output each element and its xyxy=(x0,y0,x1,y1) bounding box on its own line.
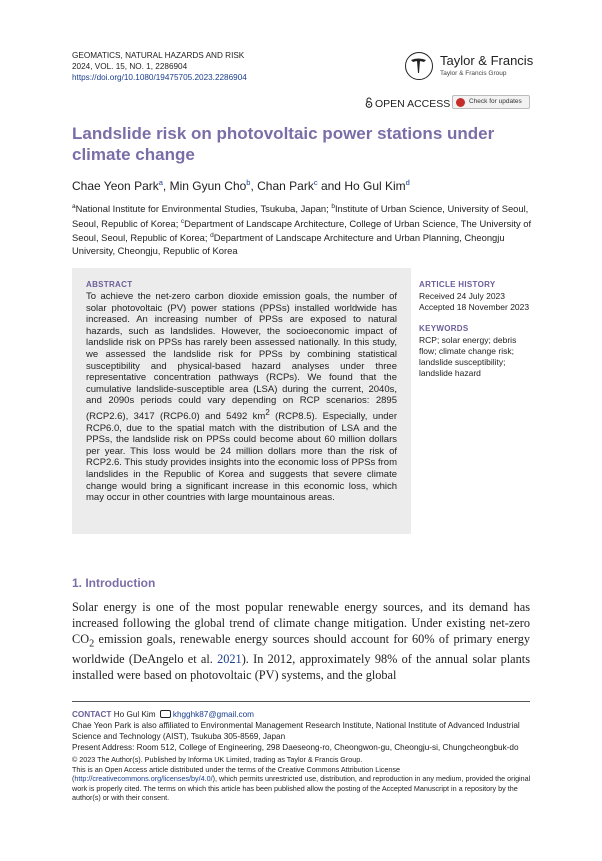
affil-d-sup: d xyxy=(210,232,214,240)
section-heading: 1. Introduction xyxy=(72,576,156,590)
publisher-logo-icon xyxy=(405,52,433,80)
author-4[interactable]: Ho Gul Kim xyxy=(344,179,406,193)
contact-address: Present Address: Room 512, College of Engineering, 298 Daeseong-ro, Cheongwon-gu, Cheongju-si, Chungcheongbuk-do xyxy=(72,743,519,752)
open-access-badge xyxy=(365,97,450,110)
author-2-sup: b xyxy=(246,178,251,187)
intro-sub: 2 xyxy=(89,638,95,650)
affil-b: Institute of Urban Science, University of Seoul, Seoul, Republic of Korea; xyxy=(72,203,529,229)
affil-a-sup: a xyxy=(72,203,76,210)
email-icon xyxy=(160,710,171,718)
journal-header xyxy=(72,50,247,83)
license-link[interactable]: http://creativecommons.org/licenses/by/4.0/ xyxy=(74,774,213,784)
copyright-block xyxy=(72,755,532,803)
accepted-date: Accepted 18 November 2023 xyxy=(419,302,530,312)
affil-c: Department of Landscape Architecture, College of Urban Science, The University of Seoul, Seoul, Republic of Korea; xyxy=(72,217,532,244)
received-date: Received 24 July 2023 xyxy=(419,291,506,301)
abstract-text xyxy=(86,291,397,504)
doi-link[interactable]: https://doi.org/10.1080/19475705.2023.2286904 xyxy=(72,73,247,82)
author-and: and xyxy=(320,179,341,193)
affil-a: National Institute for Environmental Studies, Tsukuba, Japan; xyxy=(75,203,332,215)
author-2[interactable]: Min Gyun Cho xyxy=(169,179,247,193)
contact-label: CONTACT xyxy=(72,710,112,719)
keywords-text: RCP; solar energy; debris flow; climate change risk; landslide susceptibility; landslide hazard xyxy=(419,335,517,378)
check-updates-icon xyxy=(456,98,465,107)
license-text xyxy=(72,765,532,803)
contact-note: Chae Yeon Park is also affiliated to Environmental Management Research Institute, National Institute of Advanced Industrial Science and Technology (AIST), Tsukuba 305-8569, Japan xyxy=(72,721,520,741)
author-3-sup: c xyxy=(313,178,318,187)
article-history-label: ARTICLE HISTORY xyxy=(419,280,496,289)
abstract-label: ABSTRACT xyxy=(86,280,133,289)
copyright-line: © 2023 The Author(s). Published by Informa UK Limited, trading as Taylor & Francis Group. xyxy=(72,755,363,764)
contact-block xyxy=(72,709,532,753)
affiliations xyxy=(72,201,532,257)
check-updates-button[interactable] xyxy=(452,95,530,109)
intro-text-1: Solar energy is one of the most popular renewable energy sources, and its demand has increased following the global trend of climate change mitigation. Under existing net-zero CO xyxy=(72,600,530,646)
contact-email[interactable]: khgghk87@gmail.com xyxy=(172,710,254,719)
publisher-logo[interactable] xyxy=(405,50,540,82)
footer-divider xyxy=(72,701,530,702)
open-lock-icon xyxy=(365,97,373,108)
article-history xyxy=(419,291,539,313)
keywords-label: KEYWORDS xyxy=(419,324,469,333)
intro-text-2: emission goals, renewable energy sources should account for 60% of primary energy worldwide (DeAngelo et al. xyxy=(72,631,530,666)
license-post: ), which permits unrestricted use, distribution, and reproduction in any medium, provided the original work is properly cited. The terms on which this article has been published allow the posting of the Accepted Manuscript in a repository by the author(s) or with their consent. xyxy=(72,774,531,803)
affil-b-sup: b xyxy=(331,203,335,210)
author-4-sup: d xyxy=(405,178,410,187)
affil-d: Department of Landscape Architecture and Urban Planning, Cheongju University, Cheongju, Republic of Korea xyxy=(72,232,505,256)
affil-c-sup: c xyxy=(180,217,185,225)
author-list: Chae Yeon Park$^a$, Min Gyun Cho$^b$, Chan Park$^c$ and Ho Gul Kim$^d$ xyxy=(72,178,410,193)
journal-name: GEOMATICS, NATURAL HAZARDS AND RISK xyxy=(72,51,245,60)
intro-text-3: ). In 2012, approximately 98% of the annual solar plants installed were based on photovoltaic (PV) systems, and the global xyxy=(72,651,530,682)
license-pre: This is an Open Access article distributed under the terms of the Creative Commons Attribution License ( xyxy=(72,764,400,784)
citation-link[interactable]: 2021 xyxy=(217,651,242,666)
author-1-sup: a xyxy=(158,178,163,187)
intro-paragraph xyxy=(72,600,530,683)
article-title: Landslide risk on photovoltaic power stations under climate change xyxy=(72,124,495,164)
author-1[interactable]: Chae Yeon Park xyxy=(72,179,159,193)
abstract-text-2: (RCP8.5). Especially, under RCP6.0, due to the spatial match with the distribution of LSA and the PPSs, the landslide risk on PPSs could become about 60 million dollars per year. This loss would be 24 million dollars more than the risk of RCP2.6. This study provides insights into the economic loss of PPSs from landslides in the Republic of Korea and suggests that severe climate change would bring a significant increase in this economic loss, which may occur in other countries with large mountainous areas. xyxy=(86,411,397,504)
author-3[interactable]: Chan Park xyxy=(257,179,314,193)
contact-name: Ho Gul Kim xyxy=(113,710,156,719)
publisher-sub: Taylor & Francis Group xyxy=(440,70,507,77)
abstract-text-1: To achieve the net-zero carbon dioxide emission goals, the number of solar photovoltaic (PV) power stations (PPSs) installed worldwide has increased. An increasing number of PPSs are exposed to natural hazards, such as landslides. However, the socioeconomic impact of landslide risk on PPSs has rarely been assessed nationally. In this study, we assessed the landslide risk for PPSs by combining statistical susceptibility and physical-based hazard analyses under three representative concentration pathways (RCPs). We found that the cumulative landslide-susceptible area (LSA) during the current, 2040s, and 2090s periods could vary depending on RCP scenarios: 2895 (RCP2.6), 3417 (RCP6.0) and 5492 km xyxy=(86,291,397,423)
journal-volume: 2024, VOL. 15, NO. 1, 2286904 xyxy=(72,62,188,71)
check-updates-label: Check for updates xyxy=(469,98,522,105)
abstract-sup: 2 xyxy=(265,407,270,417)
open-access-label: OPEN ACCESS xyxy=(375,98,451,110)
publisher-name: Taylor & Francis xyxy=(440,53,534,68)
